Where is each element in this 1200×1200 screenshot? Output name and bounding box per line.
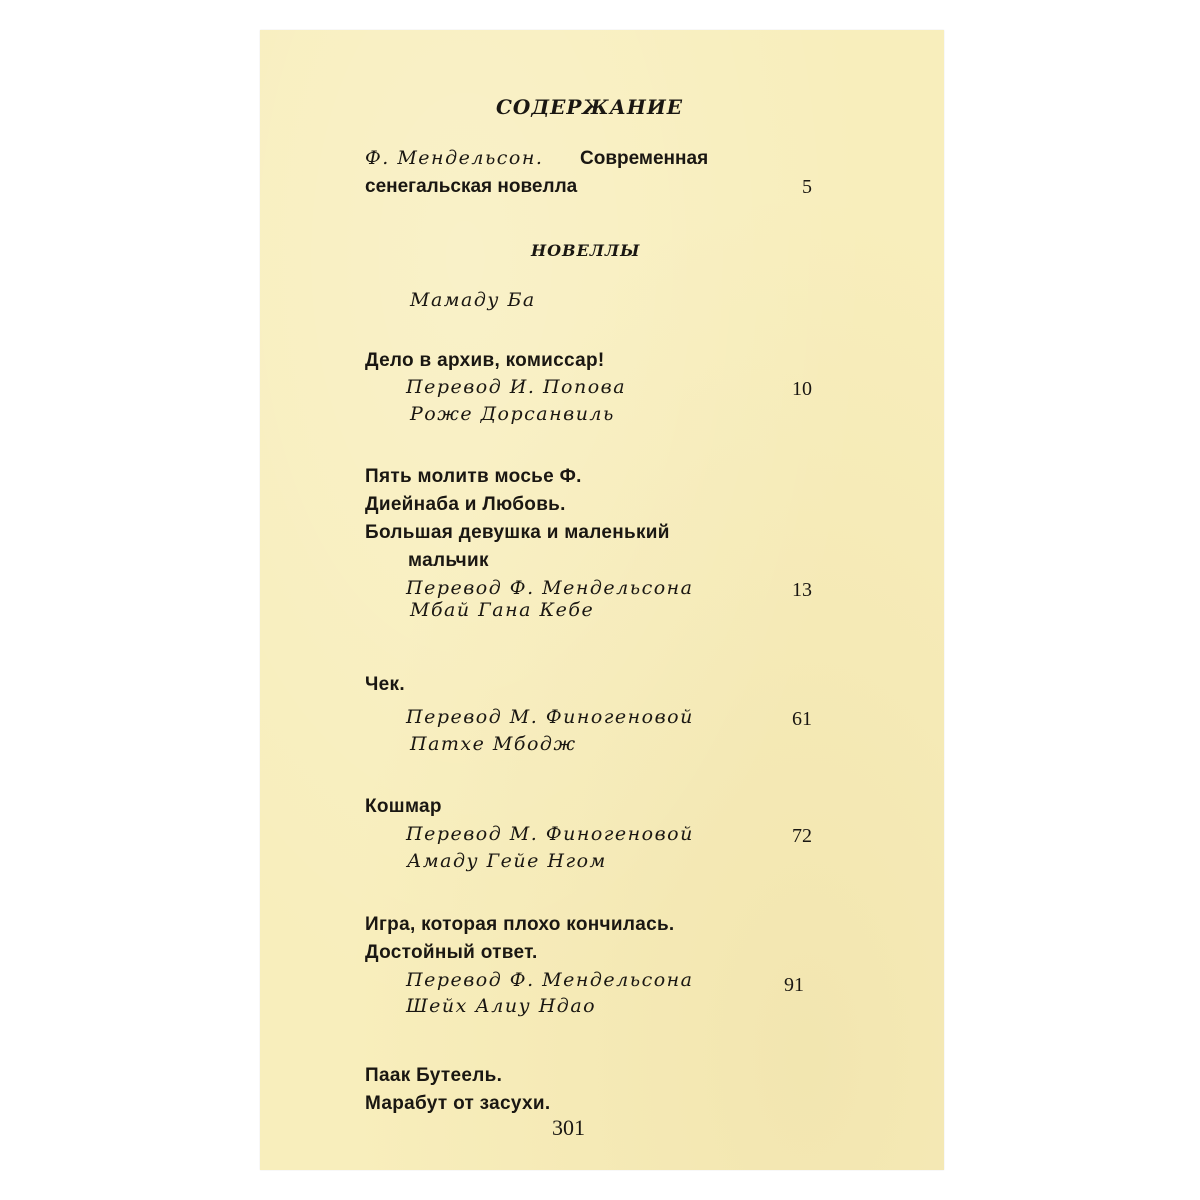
entry-author: Амаду Гейе Нгом <box>407 850 607 872</box>
entry-page-number: 61 <box>792 708 812 730</box>
entry-author: Мбай Гана Кебе <box>410 599 595 621</box>
entry-page-number: 72 <box>792 825 812 847</box>
entry-work: Паак Бутеель. <box>365 1065 503 1086</box>
entry-translator: Перевод Ф. Мендельсона <box>406 969 694 991</box>
entry-work: Пять молитв мосье Ф. <box>365 466 582 487</box>
entry-work: Диейнаба и Любовь. <box>365 494 566 515</box>
entry-work: Кошмар <box>365 796 442 817</box>
section-heading: НОВЕЛЛЫ <box>531 241 641 260</box>
entry-author: Патхе Мбодж <box>410 733 577 755</box>
entry-work: Игра, которая плохо кончилась. <box>365 914 675 935</box>
entry-author: Мамаду Ба <box>410 289 536 311</box>
entry-page-number: 10 <box>792 378 812 400</box>
entry-work-continuation: мальчик <box>408 550 489 571</box>
book-page <box>260 30 944 1170</box>
entry-work: Чек. <box>365 674 405 695</box>
page-folio-number: 301 <box>552 1115 585 1140</box>
entry-work: Дело в архив, комиссар! <box>365 350 605 371</box>
intro-page-number: 5 <box>802 176 812 198</box>
entry-page-number: 91 <box>784 974 804 996</box>
entry-translator: Перевод Ф. Мендельсона <box>406 577 694 599</box>
entry-translator: Перевод М. Финогеновой <box>406 706 694 728</box>
entry-work: Достойный ответ. <box>365 942 538 963</box>
entry-translator: Перевод И. Попова <box>406 376 627 398</box>
entry-work: Марабут от засухи. <box>365 1093 551 1114</box>
page-title: СОДЕРЖАНИЕ <box>496 95 683 119</box>
entry-page-number: 13 <box>792 579 812 601</box>
entry-author: Роже Дорсанвиль <box>410 403 615 425</box>
entry-translator: Перевод М. Финогеновой <box>406 823 694 845</box>
intro-title-line1: Современная <box>580 148 709 169</box>
entry-work: Большая девушка и маленький <box>365 522 670 543</box>
intro-author: Ф. Мендельсон. <box>365 147 544 169</box>
entry-author: Шейх Алиу Ндао <box>406 995 597 1017</box>
intro-title-line2: сенегальская новелла <box>365 176 578 197</box>
